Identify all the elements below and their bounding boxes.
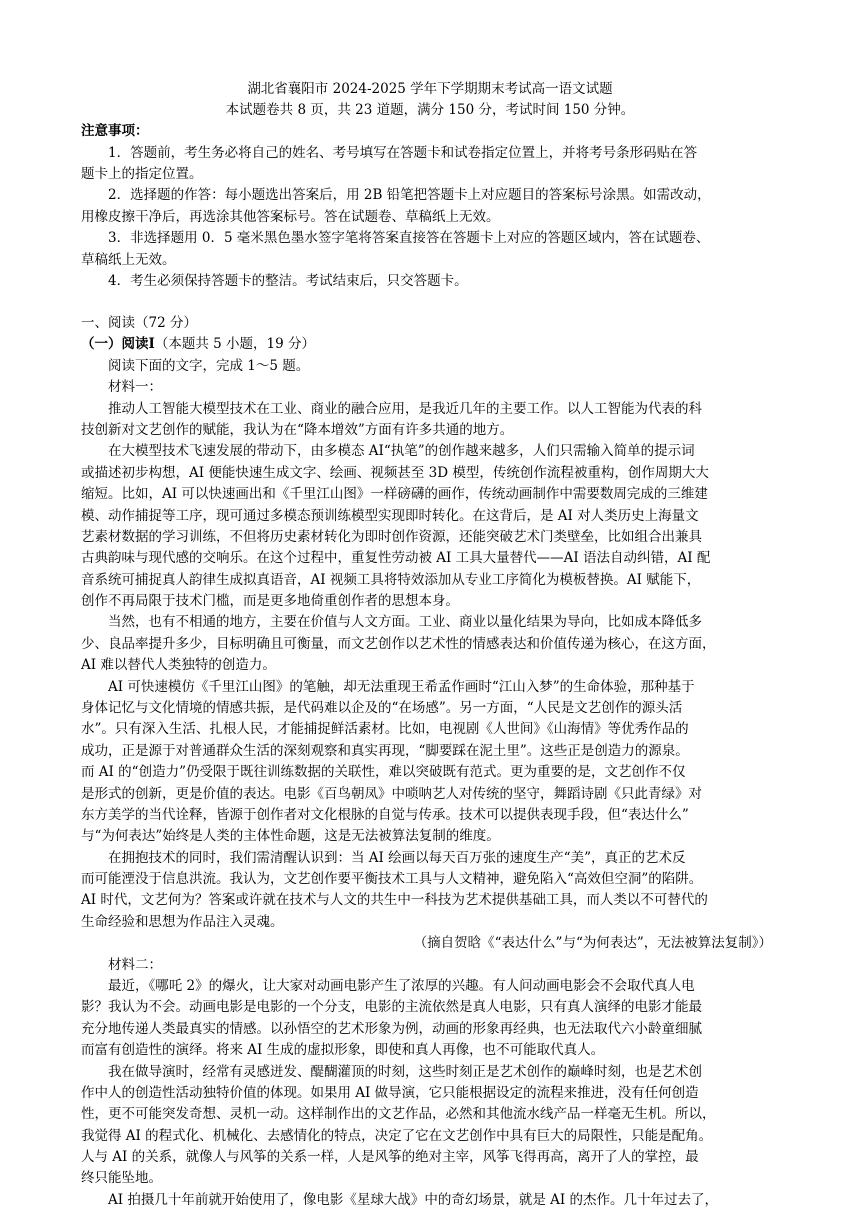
paragraph-line: 最近，《哪吒 2》的爆火，让大家对动画电影产生了浓厚的兴趣。有人问动画电影会不会取代真人电 (108, 978, 695, 994)
paragraph-line: 艺素材数据的学习训练，不但将历史素材转化为即时创作资源，还能突破艺术门类壁垒，比如组合出兼具 (81, 529, 702, 545)
paragraph-line: 我在做导演时，经常有灵感迸发、醍醐灌顶的时刻，这些时刻正是艺术创作的巅峰时刻，也是艺术创 (108, 1064, 702, 1080)
paragraph-line: 是形式的创新，更是价值的表达。电影《百鸟朝凤》中唢呐艺人对传统的坚守，舞蹈诗剧《只此青绿》对 (81, 786, 702, 802)
paragraph-line: AI 难以替代人类独特的创造力。 (81, 657, 276, 673)
paragraph-line: 古典韵味与现代感的交响乐。在这个过程中，重复性劳动被 AI 工具大量替代——AI 语法自动纠错，AI 配 (81, 550, 711, 566)
paragraph-line: AI 拍摄几十年前就开始使用了，像电影《星球大战》中的奇幻场景，就是 AI 的杰作。几十年过去了， (108, 1192, 719, 1208)
paragraph-line: 与“为何表达”始终是人类的主体性命题，这是无法被算法复制的维度。 (81, 828, 500, 844)
paragraph-line: 技创新对文艺创作的赋能，我认为在“降本增效”方面有许多共通的地方。 (81, 422, 514, 438)
paragraph-line: 当然，也有不相通的地方，主要在价值与人文方面。工业、商业以量化结果为导向，比如成本降低多 (108, 614, 702, 630)
paragraph-line: 影？我认为不会。动画电影是电影的一个分支，电影的主流依然是真人电影，只有真人演绎的电影才能最 (81, 999, 702, 1015)
paragraph-line: 成功，正是源于对普通群众生活的深刻观察和真实再现，“脚要踩在泥土里”。这些正是创造力的源泉。 (81, 743, 689, 759)
subsection-title (81, 334, 315, 354)
notice-line: 1．答题前，考生务必将自己的姓名、考号填写在答题卡和试卷指定位置上，并将考号条形码贴在答 (108, 145, 698, 161)
paragraph-line: 而富有创造性的演绎。将来 AI 生成的虚拟形象，即使和真人再像，也不可能取代真人。 (81, 1042, 605, 1058)
exam-subtitle: 本试题卷共 8 页，共 23 道题，满分 150 分，考试时间 150 分钟。 (225, 102, 635, 118)
paragraph-line: 创作不再局限于技术门槛，而是更多地倚重创作者的思想本身。 (81, 593, 459, 609)
paragraph-line: 推动人工智能大模型技术在工业、商业的融合应用，是我近几年的主要工作。以人工智能为代表的科 (108, 401, 702, 417)
paragraph-line: 模、动作捕捉等工序，现可通过多模态预训练模型实现即时转化。在这背后，是 AI 对人类历史上海量文 (81, 508, 699, 524)
paragraph-line: 充分地传递人类最真实的情感。以孙悟空的艺术形象为例，动画的形象再经典，也无法取代六小龄童细腻 (81, 1021, 702, 1037)
notice-line: 用橡皮擦干净后，再选涂其他答案标号。答在试题卷、草稿纸上无效。 (81, 209, 500, 225)
notice-heading: 注意事项： (81, 123, 149, 139)
paragraph-line: 身体记忆与文化情境的情感共振，是代码难以企及的“在场感”。另一方面，“人民是文艺创作的源头活 (81, 700, 683, 716)
paragraph-line: 少、良品率提升多少，目标明确且可衡量，而文艺创作以艺术性的情感表达和价值传递为核心，在这方面， (81, 636, 716, 652)
paragraph-line: 而可能湮没于信息洪流。我认为，文艺创作要平衡技术工具与人文精神，避免陷入“高效但空洞”的陷阱。 (81, 871, 703, 887)
material-source: （摘自贺晗《“表达什么”与“为何表达”，无法被算法复制》） (413, 935, 772, 951)
paragraph-line: 人与 AI 的关系，就像人与风筝的关系一样，人是风筝的绝对主宰，风筝飞得再高，离开了人的掌控，最 (81, 1149, 699, 1165)
paragraph-line: 水”。只有深入生活、扎根人民，才能捕捉鲜活素材。比如，电视剧《人世间》《山海情》等优秀作品的 (81, 721, 689, 737)
reading-instruction: 阅读下面的文字，完成 1～5 题。 (108, 358, 310, 374)
material-label: 材料二： (108, 957, 162, 973)
paragraph-line: AI 可快速模仿《千里江山图》的笔触，却无法重现王希孟作画时“江山入梦”的生命体验，那种基于 (108, 679, 695, 695)
section-title: 一、阅读（72 分） (81, 315, 197, 331)
notice-line: 草稿纸上无效。 (81, 252, 176, 268)
paragraph-line: AI 时代，文艺何为？答案或许就在技术与人文的共生中一科技为艺术提供基础工具，而人类以不可替代的 (81, 892, 708, 908)
paragraph-line: 东方美学的当代诠释，皆源于创作者对文化根脉的自觉与传承。技术可以提供表现手段，但“表达什么” (81, 807, 689, 823)
subsection-label: （一）阅读Ⅰ (81, 336, 155, 352)
paragraph-line: 在拥抱技术的同时，我们需清醒认识到：当 AI 绘画以每天百万张的速度生产“美”，真正的艺术反 (108, 850, 686, 866)
paragraph-line: 作中人的创造性活动独特价值的体现。如果用 AI 做导演，它只能根据设定的流程来推进，没有任何创造 (81, 1085, 699, 1101)
notice-line: 3．非选择题用 0．5 毫米黑色墨水签字笔将答案直接答在答题卡上对应的答题区域内，答在试题卷、 (108, 230, 710, 246)
paragraph-line: 终只能坠地。 (81, 1170, 162, 1186)
paragraph-line: 性，更不可能突发奇想、灵机一动。这样制作出的文艺作品，必然和其他流水线产品一样毫无生机。所以， (81, 1106, 716, 1122)
paragraph-line: 我觉得 AI 的程式化、机械化、去感情化的特点，决定了它在文艺创作中具有巨大的局限性，只能是配角。 (81, 1128, 713, 1144)
paragraph-line: 在大模型技术飞速发展的带动下，由多模态 AI“执笔”的创作越来越多，人们只需输入简单的提示词 (108, 443, 695, 459)
notice-line: 2．选择题的作答：每小题选出答案后，用 2B 铅笔把答题卡上对应题目的答案标号涂黑。如需改动， (108, 187, 711, 203)
subsection-note: （本题共 5 小题，19 分） (154, 336, 315, 352)
exam-title: 湖北省襄阳市 2024-2025 学年下学期期末考试高一语文试题 (247, 81, 613, 97)
paragraph-line: 音系统可捕捉真人韵律生成拟真语音，AI 视频工具将特效添加从专业工序简化为模板替换。AI 赋能下， (81, 572, 701, 588)
material-label: 材料一： (108, 379, 162, 395)
paragraph-line: 生命经验和思想为作品注入灵魂。 (81, 914, 284, 930)
paragraph-line: 或描述初步构想，AI 便能快速生成文字、绘画、视频甚至 3D 模型，传统创作流程被重构，创作周期大大 (81, 465, 709, 481)
notice-line: 题卡上的指定位置。 (81, 166, 203, 182)
paragraph-line: 缩短。比如，AI 可以快速画出和《千里江山图》一样磅礴的画作，传统动画制作中需要数周完成的三维建 (81, 486, 708, 502)
paragraph-line: 而 AI 的“创造力”仍受限于既往训练数据的关联性，难以突破既有范式。更为重要的是，文艺创作不仅 (81, 764, 686, 780)
notice-line: 4．考生必须保持答题卡的整洁。考试结束后，只交答题卡。 (108, 273, 468, 289)
